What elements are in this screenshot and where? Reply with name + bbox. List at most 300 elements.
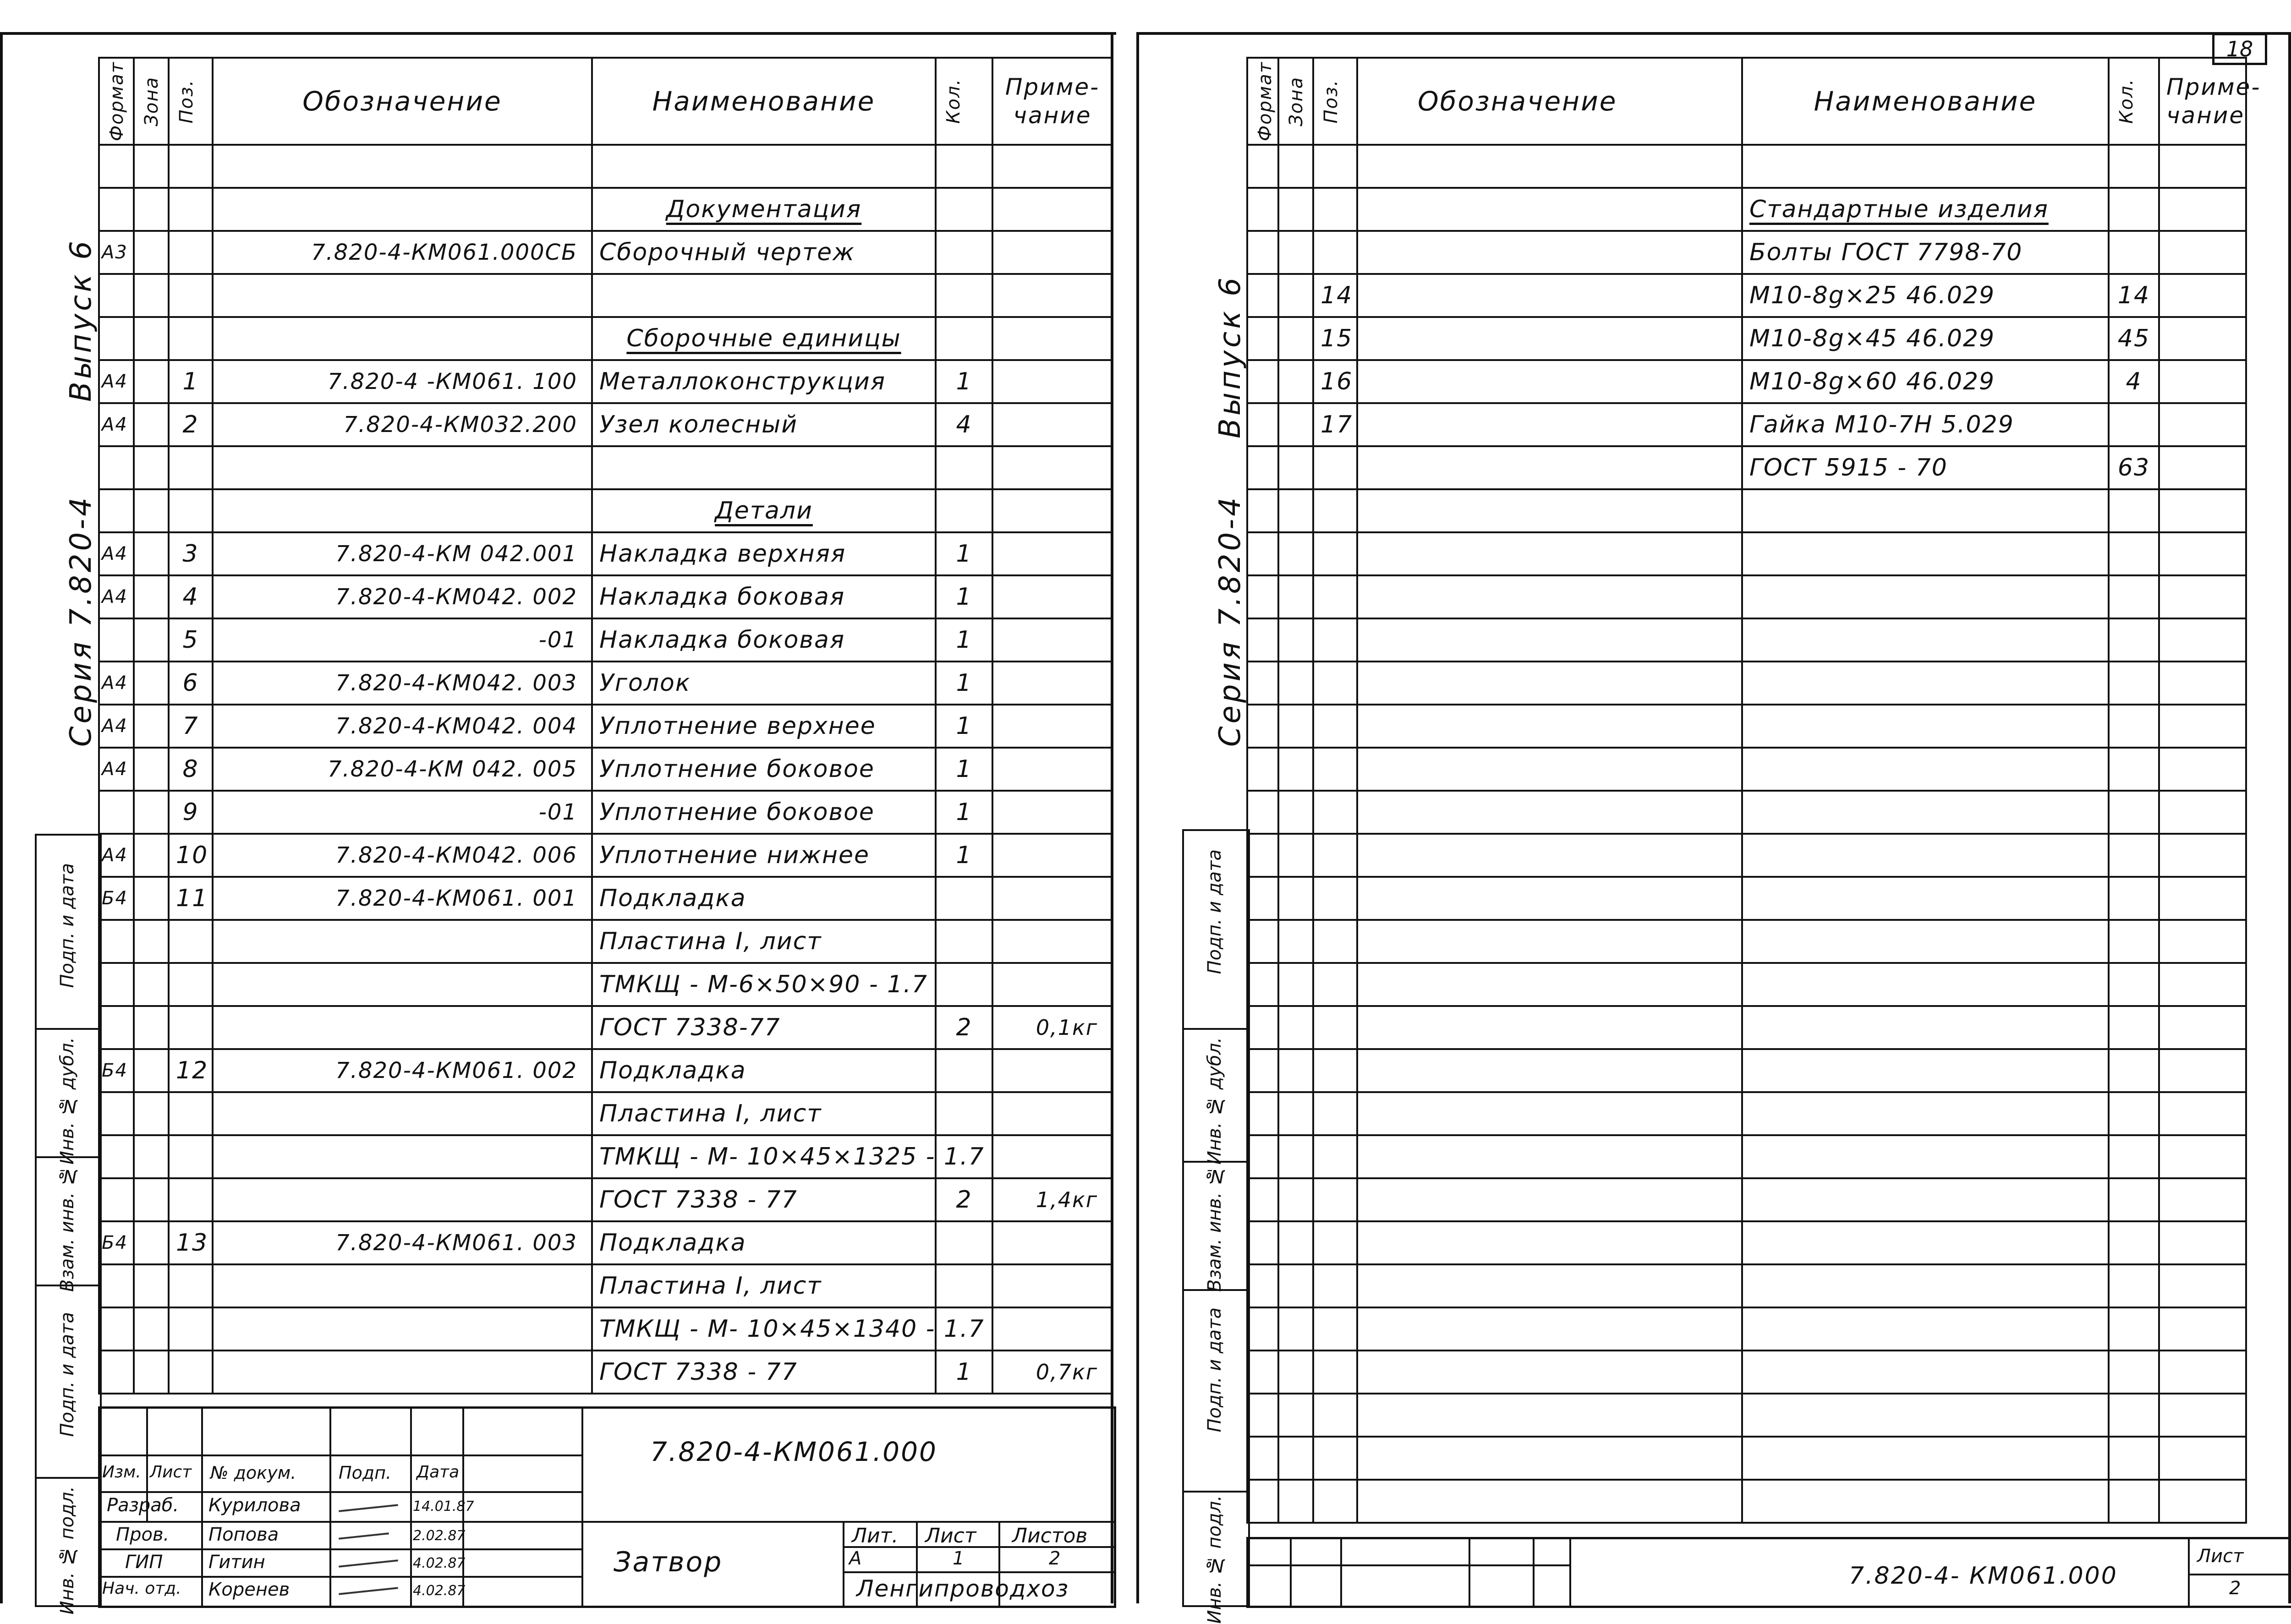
right-tb-sheet-label: Лист [2197, 1546, 2244, 1567]
empty-row [1247, 877, 2246, 920]
empty-cell [1357, 1221, 1742, 1264]
empty-cell [2159, 920, 2246, 963]
table-row [1247, 317, 2246, 360]
cell-designation [213, 317, 592, 360]
cell-pos: 16 [1313, 360, 1357, 403]
cell-qty: 1 [936, 1351, 992, 1394]
cell-qty [936, 274, 992, 317]
table-row [99, 1135, 1113, 1178]
cell-zone [134, 360, 169, 403]
empty-cell [2159, 791, 2246, 834]
cell-qty: 1 [936, 705, 992, 748]
empty-cell [1247, 1221, 1278, 1264]
table-row [99, 834, 1113, 877]
left-spec-table [98, 57, 1113, 1394]
cell-pos [169, 1307, 213, 1351]
empty-cell [1313, 1307, 1357, 1351]
empty-cell [1247, 748, 1278, 791]
empty-cell [2109, 834, 2159, 877]
empty-cell [1357, 877, 1742, 920]
empty-cell [2109, 1178, 2159, 1221]
empty-cell [1278, 791, 1313, 834]
empty-cell [2159, 489, 2246, 532]
empty-cell [1247, 1135, 1278, 1178]
empty-cell [2159, 1049, 2246, 1092]
cell-name: Пластина I, лист [592, 920, 936, 963]
empty-cell [1357, 1178, 1742, 1221]
cell-pos: 11 [169, 877, 213, 920]
empty-cell [1313, 748, 1357, 791]
cell-pos [169, 489, 213, 532]
cell-zone [134, 791, 169, 834]
cell-format: А3 [99, 231, 134, 274]
empty-cell [1278, 920, 1313, 963]
cell-qty [2109, 188, 2159, 231]
tb-sheet-value: 1 [953, 1548, 965, 1569]
table-row [99, 575, 1113, 618]
empty-cell [2159, 1480, 2246, 1523]
cell-designation: 7.820-4-КМ042. 002 [213, 575, 592, 618]
cell-name: Документация [592, 188, 936, 231]
empty-cell [2159, 1437, 2246, 1480]
tb-sheets-label: Листов [1012, 1524, 1088, 1547]
cell-note [992, 274, 1113, 317]
empty-cell [1247, 1092, 1278, 1135]
cell-pos [169, 231, 213, 274]
empty-row [1247, 575, 2246, 618]
empty-cell [2159, 575, 2246, 618]
cell-name: М10-8g×60 46.029 [1742, 360, 2109, 403]
right-stamp-label-1: Инв. № дубл. [1204, 1037, 1225, 1165]
empty-cell [1247, 1437, 1278, 1480]
cell-zone [1278, 145, 1313, 188]
empty-cell [1247, 1351, 1278, 1394]
empty-cell [1742, 489, 2109, 532]
cell-designation [213, 920, 592, 963]
empty-row [1247, 618, 2246, 662]
cell-qty: 1 [936, 834, 992, 877]
cell-format [1247, 317, 1278, 360]
empty-cell [2109, 791, 2159, 834]
empty-cell [2109, 662, 2159, 705]
empty-cell [1357, 834, 1742, 877]
cell-designation [1357, 317, 1742, 360]
table-row [1247, 231, 2246, 274]
cell-name [1742, 145, 2109, 188]
cell-name: Гайка М10-7Н 5.029 [1742, 403, 2109, 446]
cell-note [992, 575, 1113, 618]
tb-sheets-value: 2 [1049, 1548, 1061, 1569]
empty-cell [1742, 1049, 2109, 1092]
empty-cell [1313, 1221, 1357, 1264]
cell-format [99, 317, 134, 360]
empty-cell [2109, 1437, 2159, 1480]
cell-zone [134, 1264, 169, 1307]
empty-cell [1278, 1394, 1313, 1437]
empty-cell [1742, 1092, 2109, 1135]
tb-name-0: Курилова [208, 1495, 301, 1516]
empty-row [1247, 1394, 2246, 1437]
empty-cell [1278, 1437, 1313, 1480]
cell-designation: 7.820-4-КМ032.200 [213, 403, 592, 446]
empty-cell [1742, 791, 2109, 834]
cell-qty: 1 [936, 662, 992, 705]
cell-name: Накладка боковая [592, 618, 936, 662]
empty-cell [1247, 1480, 1278, 1523]
empty-cell [2109, 489, 2159, 532]
cell-name: ГОСТ 7338-77 [592, 1006, 936, 1049]
left-stamp-column [35, 834, 102, 1615]
header-designation: Обозначение [213, 58, 592, 145]
cell-note [2159, 145, 2246, 188]
cell-format [99, 1264, 134, 1307]
empty-cell [1357, 791, 1742, 834]
right-header-name: Наименование [1742, 58, 2109, 145]
right-stamp-label-3: Подп. и дата [1204, 1307, 1225, 1433]
cell-format [99, 963, 134, 1006]
cell-zone [134, 1351, 169, 1394]
right-stamp-column [1182, 829, 1250, 1624]
empty-cell [2109, 1394, 2159, 1437]
right-spec-table [1246, 57, 2261, 1524]
cell-zone [134, 1178, 169, 1221]
cell-qty [2109, 145, 2159, 188]
empty-cell [2159, 1178, 2246, 1221]
empty-cell [2159, 1394, 2246, 1437]
cell-zone [134, 1049, 169, 1092]
cell-qty: 1 [936, 618, 992, 662]
right-stamp-label-2: Взам. инв. № [1204, 1165, 1225, 1292]
cell-note [992, 834, 1113, 877]
table-row [99, 1092, 1113, 1135]
right-header-row [1247, 58, 2246, 145]
empty-cell [1742, 705, 2109, 748]
cell-pos [1313, 188, 1357, 231]
empty-cell [1742, 1480, 2109, 1523]
cell-name: Уплотнение верхнее [592, 705, 936, 748]
empty-cell [1278, 1221, 1313, 1264]
cell-name: Пластина I, лист [592, 1092, 936, 1135]
tb-col-list: Лист [150, 1463, 192, 1482]
empty-cell [1247, 1178, 1278, 1221]
right-header-qty: Кол. [2116, 78, 2137, 124]
table-row [99, 705, 1113, 748]
empty-cell [2159, 618, 2246, 662]
empty-cell [1313, 1092, 1357, 1135]
left-series-label: Серия 7.820-4 [64, 495, 98, 747]
empty-cell [1742, 920, 2109, 963]
right-header-note: Приме-чание [2159, 58, 2246, 145]
tb-col-date: Дата [417, 1463, 460, 1482]
cell-note [992, 791, 1113, 834]
cell-designation [213, 1006, 592, 1049]
right-header-pos: Поз. [1321, 79, 1342, 124]
sheet-right-edge [2288, 32, 2291, 1603]
empty-cell [1278, 1006, 1313, 1049]
empty-cell [1313, 1480, 1357, 1523]
empty-row [1247, 1006, 2246, 1049]
empty-cell [2159, 1135, 2246, 1178]
empty-row [1247, 1307, 2246, 1351]
empty-cell [1247, 489, 1278, 532]
empty-cell [1357, 1437, 1742, 1480]
cell-format: А4 [99, 575, 134, 618]
empty-cell [1313, 877, 1357, 920]
cell-pos: 4 [169, 575, 213, 618]
empty-cell [1247, 920, 1278, 963]
cell-designation: 7.820-4-КМ 042. 005 [213, 748, 592, 791]
empty-cell [1313, 963, 1357, 1006]
tb-role-3: Нач. отд. [102, 1579, 181, 1598]
cell-pos [169, 145, 213, 188]
cell-format [99, 1092, 134, 1135]
cell-name: Детали [592, 489, 936, 532]
table-row [99, 231, 1113, 274]
cell-note [992, 963, 1113, 1006]
signature-2 [339, 1559, 398, 1568]
empty-cell [2109, 920, 2159, 963]
cell-designation [1357, 231, 1742, 274]
cell-format [99, 1006, 134, 1049]
cell-note [992, 1092, 1113, 1135]
cell-note [992, 188, 1113, 231]
empty-cell [1313, 1135, 1357, 1178]
cell-format [99, 145, 134, 188]
cell-pos [169, 1351, 213, 1394]
cell-note [992, 705, 1113, 748]
cell-designation [213, 1092, 592, 1135]
cell-qty [936, 1049, 992, 1092]
empty-cell [1357, 705, 1742, 748]
cell-pos: 3 [169, 532, 213, 575]
cell-designation: 7.820-4-КМ061. 002 [213, 1049, 592, 1092]
empty-cell [1742, 1221, 2109, 1264]
cell-pos [169, 317, 213, 360]
empty-cell [2159, 705, 2246, 748]
empty-cell [1278, 834, 1313, 877]
cell-zone [134, 834, 169, 877]
cell-name: ГОСТ 5915 - 70 [1742, 446, 2109, 489]
cell-zone [134, 274, 169, 317]
empty-cell [1357, 1307, 1742, 1351]
empty-cell [2159, 1307, 2246, 1351]
right-tb-doc-code: 7.820-4- КМ061.000 [1849, 1562, 2118, 1590]
left-stamp-label-0: Подп. и дата [57, 863, 78, 988]
empty-cell [1742, 1135, 2109, 1178]
empty-cell [1357, 1049, 1742, 1092]
empty-cell [1313, 834, 1357, 877]
empty-cell [1357, 920, 1742, 963]
cell-pos [169, 188, 213, 231]
table-row [1247, 274, 2246, 317]
empty-cell [2159, 1092, 2246, 1135]
cell-pos [1313, 446, 1357, 489]
empty-cell [1278, 1135, 1313, 1178]
cell-designation [213, 1264, 592, 1307]
cell-qty [936, 489, 992, 532]
empty-cell [1313, 1437, 1357, 1480]
cell-name [592, 446, 936, 489]
cell-name: Узел колесный [592, 403, 936, 446]
empty-cell [1357, 1006, 1742, 1049]
cell-name: ГОСТ 7338 - 77 [592, 1178, 936, 1221]
empty-cell [1278, 532, 1313, 575]
cell-pos: 17 [1313, 403, 1357, 446]
empty-cell [1313, 1006, 1357, 1049]
cell-name: Подкладка [592, 1221, 936, 1264]
table-row [99, 446, 1113, 489]
cell-pos: 2 [169, 403, 213, 446]
empty-cell [1742, 575, 2109, 618]
table-row [1247, 188, 2246, 231]
cell-format: А4 [99, 360, 134, 403]
tb-col-sign: Подп. [339, 1463, 392, 1483]
table-row [99, 748, 1113, 791]
cell-pos: 15 [1313, 317, 1357, 360]
empty-row [1247, 1221, 2246, 1264]
tb-role-0: Разраб. [107, 1495, 179, 1516]
empty-cell [2159, 1351, 2246, 1394]
cell-qty: 1 [936, 575, 992, 618]
cell-qty: 45 [2109, 317, 2159, 360]
empty-cell [1278, 1178, 1313, 1221]
empty-cell [2159, 877, 2246, 920]
empty-cell [1278, 963, 1313, 1006]
table-row [1247, 446, 2246, 489]
cell-qty [936, 920, 992, 963]
right-title-block [1246, 1537, 2291, 1608]
cell-note [992, 360, 1113, 403]
tb-date-3: 4.02.87 [413, 1583, 466, 1599]
empty-cell [1742, 1351, 2109, 1394]
cell-designation: 7.820-4-КМ061. 001 [213, 877, 592, 920]
empty-cell [2109, 1264, 2159, 1307]
empty-cell [1742, 1394, 2109, 1437]
empty-row [1247, 791, 2246, 834]
cell-name: Уплотнение боковое [592, 791, 936, 834]
cell-qty [936, 317, 992, 360]
empty-cell [1357, 489, 1742, 532]
cell-zone [134, 446, 169, 489]
empty-cell [2109, 575, 2159, 618]
empty-cell [1742, 532, 2109, 575]
cell-designation [213, 1351, 592, 1394]
empty-cell [2109, 1049, 2159, 1092]
cell-pos [169, 920, 213, 963]
right-series-label: Серия 7.820-4 [1213, 495, 1247, 747]
empty-cell [1247, 834, 1278, 877]
empty-cell [1247, 618, 1278, 662]
cell-zone [134, 662, 169, 705]
cell-zone [134, 231, 169, 274]
empty-cell [1357, 1092, 1742, 1135]
header-format: Формат [106, 61, 127, 142]
cell-format [99, 1351, 134, 1394]
cell-format [1247, 188, 1278, 231]
cell-designation: 7.820-4-КМ042. 004 [213, 705, 592, 748]
cell-designation [213, 446, 592, 489]
empty-cell [1247, 963, 1278, 1006]
empty-cell [1278, 705, 1313, 748]
empty-cell [1247, 1049, 1278, 1092]
cell-format [99, 618, 134, 662]
cell-format [1247, 446, 1278, 489]
table-row [99, 791, 1113, 834]
cell-pos: 10 [169, 834, 213, 877]
cell-format: А4 [99, 705, 134, 748]
empty-cell [2159, 1221, 2246, 1264]
empty-cell [1247, 1006, 1278, 1049]
cell-format [1247, 360, 1278, 403]
cell-designation: 7.820-4 -КМ061. 100 [213, 360, 592, 403]
cell-name: Уплотнение боковое [592, 748, 936, 791]
cell-pos: 7 [169, 705, 213, 748]
table-row [99, 1307, 1113, 1351]
cell-name: Подкладка [592, 1049, 936, 1092]
cell-qty: 1 [936, 791, 992, 834]
empty-cell [2159, 748, 2246, 791]
tb-role-1: Пров. [116, 1524, 170, 1545]
empty-cell [1247, 662, 1278, 705]
cell-name: Сборочный чертеж [592, 231, 936, 274]
cell-name: Болты ГОСТ 7798-70 [1742, 231, 2109, 274]
cell-note [992, 1264, 1113, 1307]
empty-cell [1742, 834, 2109, 877]
cell-name [592, 274, 936, 317]
tb-date-2: 4.02.87 [413, 1555, 466, 1571]
cell-note [2159, 317, 2246, 360]
empty-cell [2109, 1307, 2159, 1351]
table-row [99, 188, 1113, 231]
empty-cell [2159, 1006, 2246, 1049]
tb-date-0: 14.01.87 [413, 1498, 474, 1515]
empty-row [1247, 1049, 2246, 1092]
cell-pos [169, 274, 213, 317]
cell-designation: 7.820-4-КМ 042.001 [213, 532, 592, 575]
cell-format [99, 791, 134, 834]
cell-format [1247, 274, 1278, 317]
cell-zone [134, 1006, 169, 1049]
table-row [99, 274, 1113, 317]
table-row [99, 1049, 1113, 1092]
cell-zone [134, 1092, 169, 1135]
cell-format: А4 [99, 403, 134, 446]
cell-name: Подкладка [592, 877, 936, 920]
table-row [99, 1221, 1113, 1264]
tb-lit-label: Лит. [852, 1524, 899, 1547]
right-stamp-label-0: Подп. и дата [1204, 849, 1225, 974]
empty-cell [1313, 705, 1357, 748]
cell-format: А4 [99, 748, 134, 791]
cell-format [1247, 231, 1278, 274]
cell-zone [134, 618, 169, 662]
cell-name: ТМКЩ - М-6×50×90 - 1.7 [592, 963, 936, 1006]
empty-cell [1313, 618, 1357, 662]
cell-name: Уплотнение нижнее [592, 834, 936, 877]
cell-note [992, 1135, 1113, 1178]
cell-qty [2109, 231, 2159, 274]
table-row [99, 403, 1113, 446]
cell-format: А4 [99, 532, 134, 575]
cell-name: Пластина I, лист [592, 1264, 936, 1307]
table-row [99, 145, 1113, 188]
cell-format: Б4 [99, 877, 134, 920]
cell-name [592, 145, 936, 188]
cell-note [992, 877, 1113, 920]
table-row [99, 317, 1113, 360]
cell-pos [1313, 145, 1357, 188]
table-row [1247, 145, 2246, 188]
